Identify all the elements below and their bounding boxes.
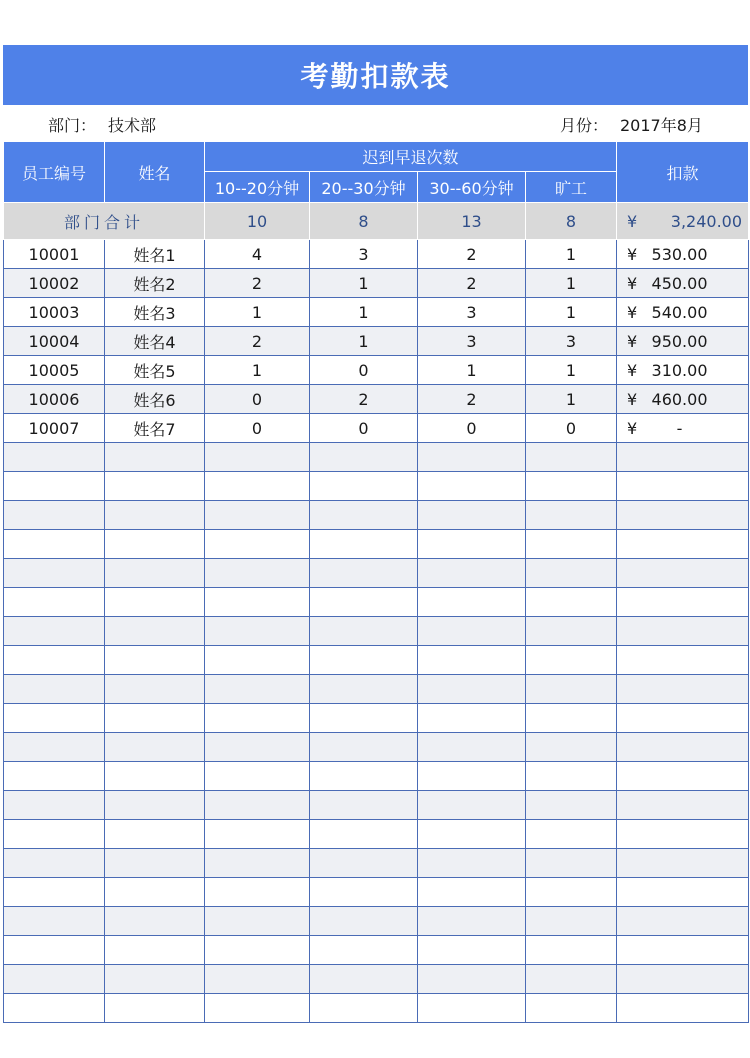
cell-late-10-20[interactable] (205, 907, 310, 936)
cell-late-20-30[interactable] (310, 849, 418, 878)
cell-late-10-20[interactable]: 0 (205, 414, 310, 443)
table-row (4, 443, 749, 472)
cell-late-30-60[interactable] (418, 849, 526, 878)
cell-late-10-20[interactable] (205, 849, 310, 878)
cell-deduction[interactable] (617, 936, 749, 965)
cell-absent[interactable]: 0 (526, 414, 617, 443)
cell-absent[interactable] (526, 617, 617, 646)
cell-late-10-20[interactable] (205, 443, 310, 472)
cell-emp-id[interactable] (4, 791, 105, 820)
deduction-amount: 310.00 (651, 360, 708, 380)
meta-row (3, 105, 748, 141)
cell-late-10-20[interactable]: 2 (205, 269, 310, 298)
table-row (4, 675, 749, 704)
cell-late-20-30[interactable] (310, 559, 418, 588)
cell-deduction[interactable] (617, 298, 749, 327)
table-row (4, 994, 749, 1023)
cell-late-10-20[interactable] (205, 646, 310, 675)
cell-emp-id[interactable]: 10004 (4, 327, 105, 356)
cell-late-20-30[interactable] (310, 646, 418, 675)
cell-name[interactable] (105, 472, 205, 501)
cell-late-30-60[interactable] (418, 762, 526, 791)
cell-deduction[interactable] (617, 878, 749, 907)
cell-late-10-20[interactable] (205, 588, 310, 617)
cell-emp-id[interactable] (4, 559, 105, 588)
cell-late-20-30[interactable]: 1 (310, 298, 418, 327)
cell-emp-id[interactable] (4, 530, 105, 559)
header-name: 姓名 (105, 142, 205, 203)
table-row (4, 965, 749, 994)
cell-late-20-30[interactable] (310, 936, 418, 965)
cell-emp-id[interactable] (4, 994, 105, 1023)
cell-deduction[interactable] (617, 994, 749, 1023)
cell-emp-id[interactable]: 10003 (4, 298, 105, 327)
cell-late-30-60[interactable] (418, 704, 526, 733)
cell-deduction[interactable] (617, 240, 749, 269)
cell-emp-id[interactable]: 10007 (4, 414, 105, 443)
cell-emp-id[interactable] (4, 762, 105, 791)
cell-name[interactable] (105, 617, 205, 646)
cell-late-30-60[interactable] (418, 588, 526, 617)
cell-name[interactable] (105, 936, 205, 965)
cell-emp-id[interactable]: 10005 (4, 356, 105, 385)
cell-late-30-60[interactable] (418, 791, 526, 820)
total-late-20-30[interactable]: 8 (310, 203, 418, 240)
cell-name[interactable] (105, 559, 205, 588)
deduction-table (3, 141, 749, 1023)
cell-late-10-20[interactable] (205, 704, 310, 733)
cell-late-10-20[interactable] (205, 791, 310, 820)
cell-name[interactable] (105, 675, 205, 704)
cell-absent[interactable] (526, 820, 617, 849)
cell-absent[interactable] (526, 443, 617, 472)
header-late-30-60: 30--60分钟 (418, 172, 526, 203)
cell-name[interactable]: 姓名4 (105, 327, 205, 356)
cell-late-20-30[interactable] (310, 530, 418, 559)
currency-symbol: ¥ (627, 360, 638, 380)
deduction-amount: 540.00 (651, 302, 708, 322)
cell-absent[interactable] (526, 646, 617, 675)
cell-deduction[interactable] (617, 472, 749, 501)
cell-late-30-60[interactable] (418, 994, 526, 1023)
table-row (4, 936, 749, 965)
cell-absent[interactable]: 1 (526, 298, 617, 327)
cell-late-20-30[interactable]: 1 (310, 327, 418, 356)
cell-deduction[interactable] (617, 559, 749, 588)
currency-symbol: ¥ (627, 331, 638, 351)
table-row (4, 704, 749, 733)
cell-deduction[interactable] (617, 820, 749, 849)
currency-symbol: ¥ (627, 302, 638, 322)
cell-emp-id[interactable] (4, 675, 105, 704)
cell-deduction[interactable] (617, 791, 749, 820)
table-row (4, 559, 749, 588)
cell-deduction[interactable] (617, 849, 749, 878)
cell-absent[interactable] (526, 559, 617, 588)
header-late-10-20: 10--20分钟 (205, 172, 310, 203)
cell-late-20-30[interactable]: 0 (310, 414, 418, 443)
cell-name[interactable] (105, 791, 205, 820)
cell-emp-id[interactable] (4, 617, 105, 646)
cell-absent[interactable] (526, 849, 617, 878)
cell-name[interactable] (105, 907, 205, 936)
cell-late-30-60[interactable]: 2 (418, 269, 526, 298)
cell-late-30-60[interactable] (418, 733, 526, 762)
table-row (4, 791, 749, 820)
total-late-30-60[interactable]: 13 (418, 203, 526, 240)
cell-absent[interactable] (526, 907, 617, 936)
cell-absent[interactable]: 1 (526, 356, 617, 385)
cell-late-10-20[interactable]: 1 (205, 298, 310, 327)
cell-emp-id[interactable]: 10002 (4, 269, 105, 298)
cell-emp-id[interactable] (4, 849, 105, 878)
cell-late-20-30[interactable] (310, 704, 418, 733)
cell-late-30-60[interactable]: 3 (418, 298, 526, 327)
cell-late-30-60[interactable] (418, 675, 526, 704)
header-deduction: 扣款 (617, 142, 749, 203)
table-row (4, 820, 749, 849)
cell-late-10-20[interactable] (205, 994, 310, 1023)
cell-absent[interactable] (526, 762, 617, 791)
cell-name[interactable] (105, 704, 205, 733)
cell-late-10-20[interactable] (205, 936, 310, 965)
cell-emp-id[interactable] (4, 443, 105, 472)
cell-absent[interactable] (526, 530, 617, 559)
cell-late-20-30[interactable] (310, 617, 418, 646)
table-row (4, 530, 749, 559)
cell-late-30-60[interactable] (418, 646, 526, 675)
cell-name[interactable] (105, 878, 205, 907)
cell-name[interactable] (105, 849, 205, 878)
cell-late-30-60[interactable] (418, 820, 526, 849)
cell-deduction[interactable] (617, 414, 749, 443)
deduction-amount: 530.00 (651, 244, 708, 264)
cell-emp-id[interactable]: 10001 (4, 240, 105, 269)
deduction-amount: - (676, 418, 683, 438)
cell-late-20-30[interactable] (310, 762, 418, 791)
totals-label: 部门合计 (4, 203, 205, 240)
month-value[interactable]: 2017年8月 (620, 116, 703, 135)
cell-absent[interactable] (526, 733, 617, 762)
cell-deduction[interactable] (617, 733, 749, 762)
table-row (4, 385, 749, 414)
cell-late-30-60[interactable]: 0 (418, 414, 526, 443)
cell-late-20-30[interactable] (310, 675, 418, 704)
deduction-amount: 950.00 (651, 331, 708, 351)
cell-late-10-20[interactable] (205, 559, 310, 588)
table-row (4, 269, 749, 298)
cell-name[interactable] (105, 443, 205, 472)
cell-late-30-60[interactable]: 1 (418, 356, 526, 385)
cell-emp-id[interactable] (4, 733, 105, 762)
cell-emp-id[interactable] (4, 588, 105, 617)
table-row (4, 733, 749, 762)
cell-emp-id[interactable] (4, 472, 105, 501)
cell-absent[interactable] (526, 588, 617, 617)
table-row (4, 849, 749, 878)
cell-name[interactable]: 姓名1 (105, 240, 205, 269)
cell-late-20-30[interactable] (310, 965, 418, 994)
cell-name[interactable] (105, 733, 205, 762)
cell-absent[interactable] (526, 878, 617, 907)
cell-late-20-30[interactable]: 2 (310, 385, 418, 414)
total-deduction[interactable] (617, 203, 749, 240)
cell-late-30-60[interactable] (418, 617, 526, 646)
cell-name[interactable] (105, 588, 205, 617)
cell-late-20-30[interactable] (310, 791, 418, 820)
cell-late-30-60[interactable]: 2 (418, 385, 526, 414)
cell-absent[interactable] (526, 936, 617, 965)
cell-emp-id[interactable]: 10006 (4, 385, 105, 414)
cell-deduction[interactable] (617, 675, 749, 704)
table-row (4, 878, 749, 907)
cell-emp-id[interactable] (4, 907, 105, 936)
cell-late-30-60[interactable]: 3 (418, 327, 526, 356)
cell-absent[interactable] (526, 501, 617, 530)
cell-name[interactable] (105, 762, 205, 791)
cell-emp-id[interactable] (4, 936, 105, 965)
cell-late-10-20[interactable] (205, 530, 310, 559)
cell-late-10-20[interactable] (205, 501, 310, 530)
cell-name[interactable] (105, 820, 205, 849)
cell-emp-id[interactable] (4, 646, 105, 675)
table-row (4, 907, 749, 936)
currency-symbol: ¥ (627, 211, 638, 231)
cell-deduction[interactable] (617, 356, 749, 385)
cell-deduction[interactable] (617, 269, 749, 298)
cell-late-20-30[interactable] (310, 472, 418, 501)
cell-late-30-60[interactable] (418, 530, 526, 559)
cell-name[interactable] (105, 994, 205, 1023)
cell-late-10-20[interactable] (205, 820, 310, 849)
cell-late-10-20[interactable] (205, 675, 310, 704)
total-late-10-20[interactable]: 10 (205, 203, 310, 240)
cell-late-30-60[interactable]: 2 (418, 240, 526, 269)
currency-symbol: ¥ (627, 389, 638, 409)
header-late-group: 迟到早退次数 (205, 142, 617, 172)
cell-late-20-30[interactable] (310, 733, 418, 762)
cell-absent[interactable] (526, 472, 617, 501)
deduction-amount: 450.00 (651, 273, 708, 293)
cell-absent[interactable]: 1 (526, 385, 617, 414)
cell-deduction[interactable] (617, 501, 749, 530)
header-absent: 旷工 (526, 172, 617, 203)
cell-late-30-60[interactable] (418, 501, 526, 530)
table-row (4, 646, 749, 675)
cell-deduction[interactable] (617, 907, 749, 936)
month-label: 月份： (560, 116, 609, 135)
cell-late-30-60[interactable] (418, 472, 526, 501)
cell-late-10-20[interactable] (205, 472, 310, 501)
cell-absent[interactable]: 1 (526, 240, 617, 269)
cell-late-30-60[interactable] (418, 907, 526, 936)
cell-late-30-60[interactable] (418, 878, 526, 907)
header-emp-id: 员工编号 (4, 142, 105, 203)
cell-late-20-30[interactable]: 3 (310, 240, 418, 269)
table-row (4, 327, 749, 356)
total-absent[interactable]: 8 (526, 203, 617, 240)
cell-late-10-20[interactable]: 0 (205, 385, 310, 414)
total-deduction-amount: 3,240.00 (670, 211, 743, 231)
cell-late-20-30[interactable] (310, 588, 418, 617)
cell-emp-id[interactable] (4, 878, 105, 907)
table-row (4, 298, 749, 327)
cell-emp-id[interactable] (4, 501, 105, 530)
cell-late-10-20[interactable] (205, 762, 310, 791)
cell-absent[interactable]: 3 (526, 327, 617, 356)
sheet-title: 考勤扣款表 (3, 45, 748, 105)
header-late-20-30: 20--30分钟 (310, 172, 418, 203)
cell-absent[interactable] (526, 994, 617, 1023)
cell-late-10-20[interactable] (205, 965, 310, 994)
cell-late-20-30[interactable]: 1 (310, 269, 418, 298)
cell-late-10-20[interactable]: 4 (205, 240, 310, 269)
cell-deduction[interactable] (617, 646, 749, 675)
cell-name[interactable] (105, 530, 205, 559)
table-row (4, 240, 749, 269)
cell-deduction[interactable] (617, 588, 749, 617)
cell-late-20-30[interactable] (310, 994, 418, 1023)
cell-late-20-30[interactable] (310, 820, 418, 849)
cell-name[interactable]: 姓名2 (105, 269, 205, 298)
cell-late-20-30[interactable] (310, 878, 418, 907)
table-row (4, 472, 749, 501)
table-row (4, 414, 749, 443)
cell-name[interactable]: 姓名3 (105, 298, 205, 327)
cell-deduction[interactable] (617, 965, 749, 994)
cell-deduction[interactable] (617, 762, 749, 791)
cell-name[interactable]: 姓名7 (105, 414, 205, 443)
table-row (4, 617, 749, 646)
currency-symbol: ¥ (627, 418, 638, 438)
cell-deduction[interactable] (617, 443, 749, 472)
cell-deduction[interactable] (617, 617, 749, 646)
cell-deduction[interactable] (617, 327, 749, 356)
cell-name[interactable]: 姓名5 (105, 356, 205, 385)
cell-name[interactable] (105, 501, 205, 530)
attendance-sheet (3, 45, 748, 1023)
table-row (4, 356, 749, 385)
cell-deduction[interactable] (617, 530, 749, 559)
cell-deduction[interactable] (617, 704, 749, 733)
cell-late-20-30[interactable] (310, 443, 418, 472)
cell-late-10-20[interactable] (205, 733, 310, 762)
cell-late-10-20[interactable]: 1 (205, 356, 310, 385)
cell-late-20-30[interactable]: 0 (310, 356, 418, 385)
cell-emp-id[interactable] (4, 820, 105, 849)
cell-absent[interactable] (526, 704, 617, 733)
table-row (4, 588, 749, 617)
cell-late-30-60[interactable] (418, 965, 526, 994)
cell-name[interactable] (105, 646, 205, 675)
currency-symbol: ¥ (627, 244, 638, 264)
table-row (4, 501, 749, 530)
dept-value[interactable]: 技术部 (108, 116, 157, 135)
data-rows (4, 240, 749, 1023)
cell-deduction[interactable] (617, 385, 749, 414)
cell-name[interactable] (105, 965, 205, 994)
cell-absent[interactable]: 1 (526, 269, 617, 298)
cell-late-10-20[interactable] (205, 617, 310, 646)
deduction-amount: 460.00 (651, 389, 708, 409)
cell-late-30-60[interactable] (418, 559, 526, 588)
currency-symbol: ¥ (627, 273, 638, 293)
table-row (4, 762, 749, 791)
cell-absent[interactable] (526, 675, 617, 704)
cell-late-10-20[interactable] (205, 878, 310, 907)
cell-late-20-30[interactable] (310, 907, 418, 936)
cell-late-30-60[interactable] (418, 936, 526, 965)
cell-late-30-60[interactable] (418, 443, 526, 472)
cell-absent[interactable] (526, 791, 617, 820)
cell-emp-id[interactable] (4, 965, 105, 994)
cell-late-10-20[interactable]: 2 (205, 327, 310, 356)
cell-name[interactable]: 姓名6 (105, 385, 205, 414)
dept-label: 部门： (48, 116, 97, 135)
cell-absent[interactable] (526, 965, 617, 994)
cell-late-20-30[interactable] (310, 501, 418, 530)
cell-emp-id[interactable] (4, 704, 105, 733)
